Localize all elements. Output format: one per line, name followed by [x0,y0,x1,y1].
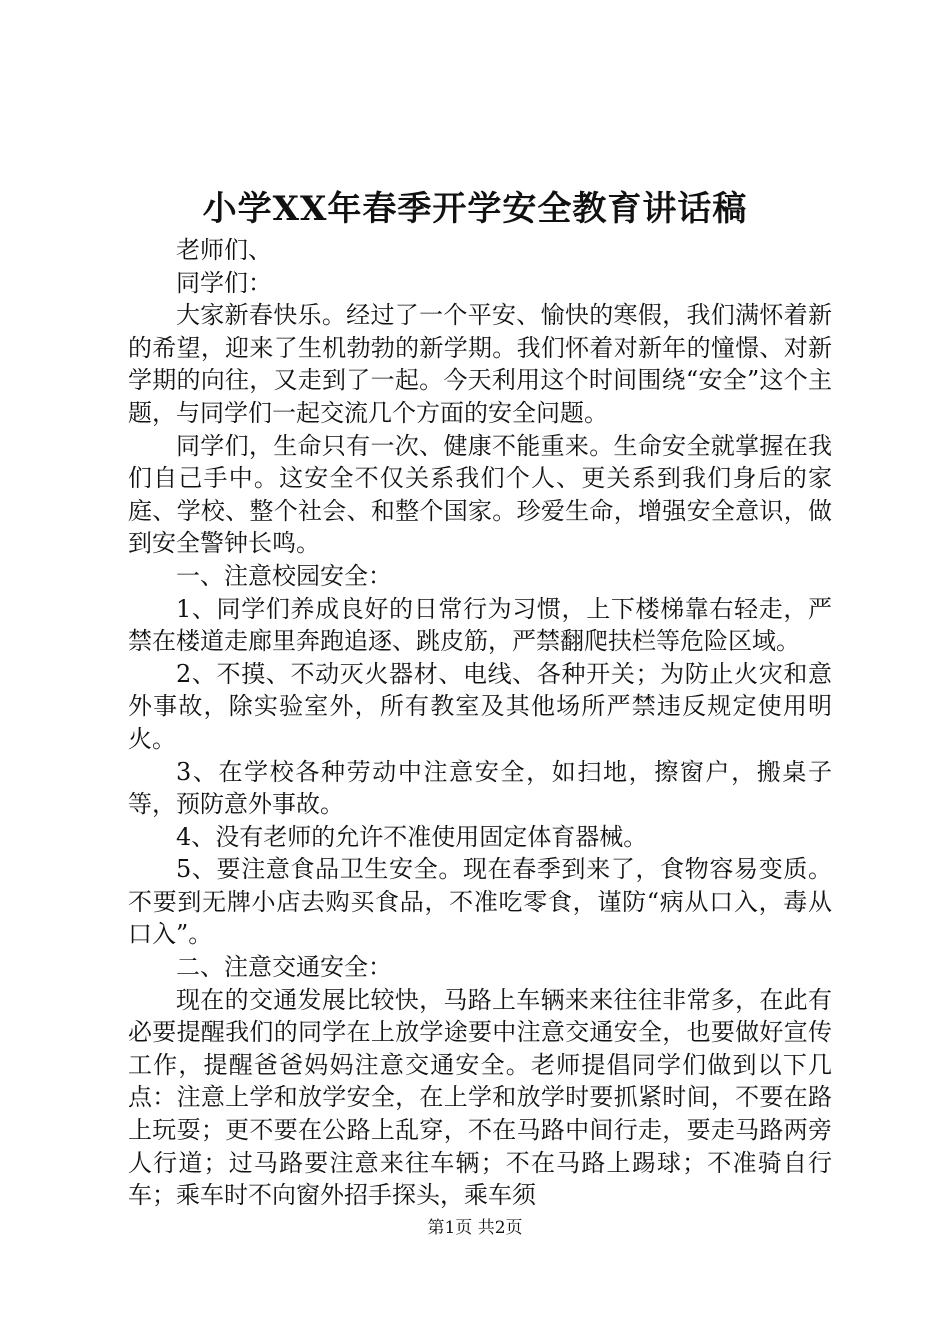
list-item-2: 2、不摸、不动灭火器材、电线、各种开关；为防止火灾和意外事故，除实验室外，所有教室及其他场所严禁违反规定使用明火。 [128,659,832,753]
page-number-footer: 第1页 共2页 [427,1218,523,1238]
section-heading-traffic-safety: 二、注意交通安全： [176,953,392,982]
section-heading-campus-safety: 一、注意校园安全： [176,561,392,590]
paragraph-traffic: 现在的交通发展比较快，马路上车辆来来往往非常多，在此有必要提醒我们的同学在上放学途要中注意交通安全，也要做好宣传工作，提醒爸爸妈妈注意交通安全。老师提倡同学们做到以下几点：注意上学和放学安全，在上学和放学时要抓紧时间，不要在路上玩耍；更不要在公路上乱穿，不在马路中间行走，要走马路两旁人行道；过马路要注意来往车辆；不在马路上踢球；不准骑自行车；乘车时不向窗外招手探头，乘车须 [128,985,832,1210]
salutation-students: 同学们： [176,268,272,297]
salutation-teachers: 老师们、 [176,236,272,264]
document-body [128,234,832,1212]
paragraph-intro: 大家新春快乐。经过了一个平安、愉快的寒假，我们满怀着新的希望，迎来了生机勃勃的新学期。我们怀着对新年的憧憬、对新学期的向往，又走到了一起。今天利用这个时间围绕“安全”这个主题，与同学们一起交流几个方面的安全问题。 [128,301,832,427]
list-item-3: 3、在学校各种劳动中注意安全，如扫地，擦窗户，搬桌子等，预防意外事故。 [128,757,832,819]
list-item-1: 1、同学们养成良好的日常行为习惯，上下楼梯靠右轻走，严禁在楼道走廊里奔跑追逐、跳皮筋，严禁翻爬扶栏等危险区域。 [128,594,832,656]
paragraph-life-safety: 同学们，生命只有一次、健康不能重来。生命安全就掌握在我们自己手中。这安全不仅关系我们个人、更关系到我们身后的家庭、学校、整个社会、和整个国家。珍爱生命，增强安全意识，做到安全警钟长鸣。 [128,431,832,558]
document-title: 小学XX年春季开学安全教育讲话稿 [202,189,748,229]
list-item-4: 4、没有老师的允许不准使用固定体育器械。 [176,822,648,851]
list-item-5: 5、要注意食品卫生安全。现在春季到来了，食物容易变质。不要到无牌小店去购买食品，不准吃零食，谨防“病从口入，毒从口入”。 [128,855,832,949]
